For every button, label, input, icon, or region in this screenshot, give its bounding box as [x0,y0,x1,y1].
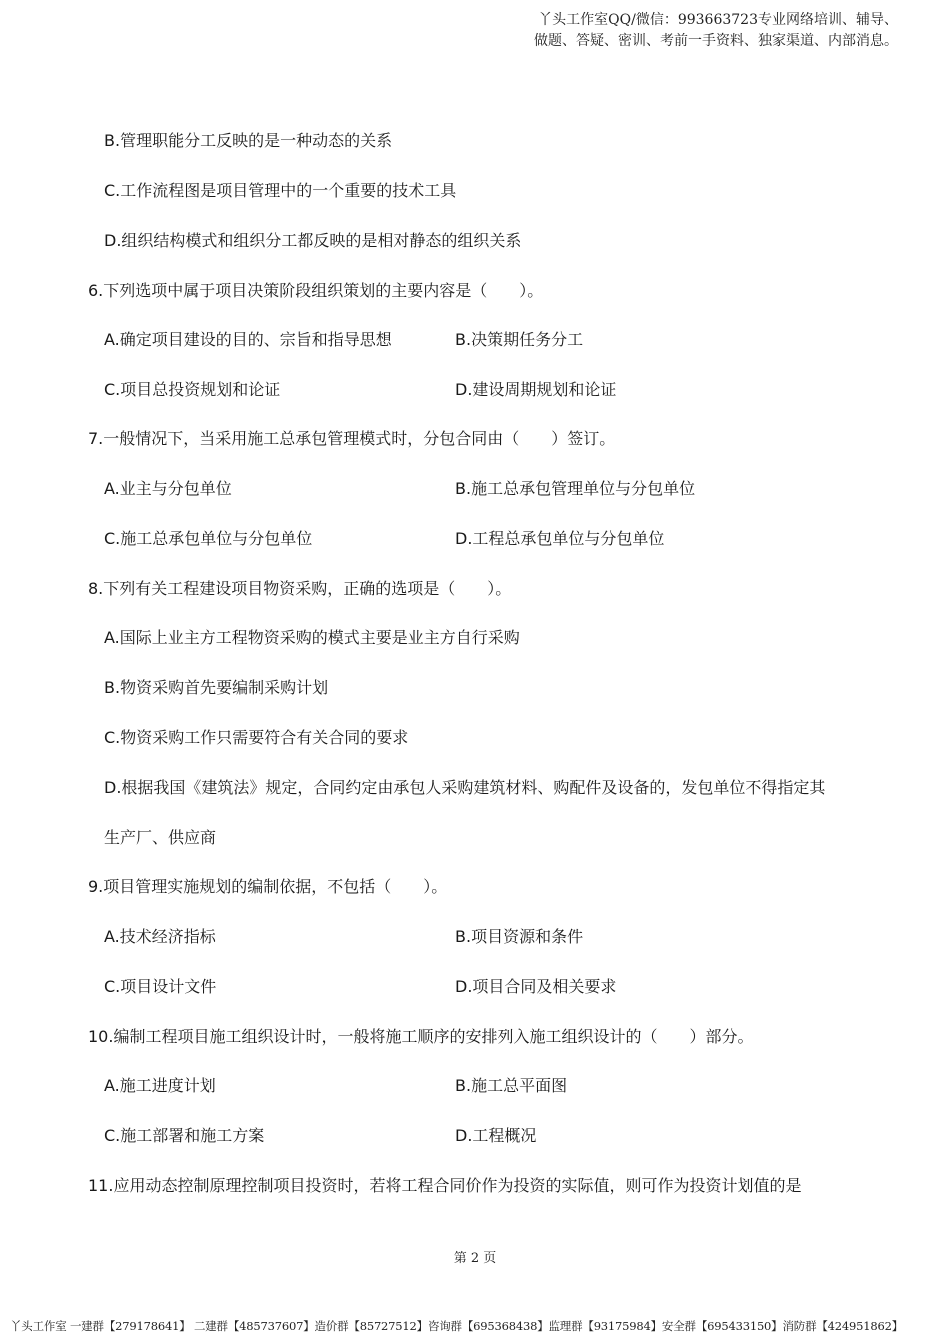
q7-option-d: D.工程总承包单位与分包单位 [455,529,665,548]
q5-option-c: C.工作流程图是项目管理中的一个重要的技术工具 [104,181,457,200]
q9-option-a: A.技术经济指标 [104,927,216,946]
q6-option-d: D.建设周期规划和论证 [455,380,617,399]
q6-option-b: B.决策期任务分工 [455,330,584,349]
q7-option-a: A.业主与分包单位 [104,479,232,498]
header-line-1: 丫头工作室QQ/微信：993663723专业网络培训、辅导、 [538,12,898,28]
q6-option-c: C.项目总投资规划和论证 [104,380,281,399]
q10-stem: 10.编制工程项目施工组织设计时，一般将施工顺序的安排列入施工组织设计的（ ）部分。 [88,1027,754,1046]
q10-option-b: B.施工总平面图 [455,1076,568,1095]
q10-option-c: C.施工部署和施工方案 [104,1126,265,1145]
footer-group-list: 丫头工作室 一建群【279178641】 二建群【485737607】造价群【85727512】咨询群【695368438】监理群【93175984】安全群【695433150】消防群【424951862】 [10,1319,904,1333]
page-number: 第 2 页 [453,1251,497,1266]
q8-option-b: B.物资采购首先要编制采购计划 [104,678,329,697]
q5-option-d: D.组织结构模式和组织分工都反映的是相对静态的组织关系 [104,231,522,250]
q10-option-a: A.施工进度计划 [104,1076,216,1095]
q7-option-b: B.施工总承包管理单位与分包单位 [455,479,696,498]
header-line-2: 做题、答疑、密训、考前一手资料、独家渠道、内部消息。 [534,33,898,49]
q8-stem: 8.下列有关工程建设项目物资采购，正确的选项是（ ）。 [88,579,512,598]
q9-option-b: B.项目资源和条件 [455,927,584,946]
q8-option-c: C.物资采购工作只需要符合有关合同的要求 [104,728,409,747]
q8-option-d-continued: 生产厂、供应商 [104,828,217,847]
q5-option-b: B.管理职能分工反映的是一种动态的关系 [104,131,393,150]
q7-stem: 7.一般情况下，当采用施工总承包管理模式时，分包合同由（ ）签订。 [88,429,616,448]
q8-option-d: D.根据我国《建筑法》规定，合同约定由承包人采购建筑材料、购配件及设备的，发包单位不得指定其 [104,778,826,797]
q10-option-d: D.工程概况 [455,1126,537,1145]
q9-stem: 9.项目管理实施规划的编制依据，不包括（ ）。 [88,877,448,896]
page-header [534,10,898,52]
q7-option-c: C.施工总承包单位与分包单位 [104,529,313,548]
q9-option-c: C.项目设计文件 [104,977,217,996]
q11-stem: 11.应用动态控制原理控制项目投资时，若将工程合同价作为投资的实际值，则可作为投资计划值的是 [88,1176,802,1195]
q8-option-a: A.国际上业主方工程物资采购的模式主要是业主方自行采购 [104,628,520,647]
q9-option-d: D.项目合同及相关要求 [455,977,617,996]
q6-stem: 6.下列选项中属于项目决策阶段组织策划的主要内容是（ ）。 [88,281,544,300]
q6-option-a: A.确定项目建设的目的、宗旨和指导思想 [104,330,392,349]
